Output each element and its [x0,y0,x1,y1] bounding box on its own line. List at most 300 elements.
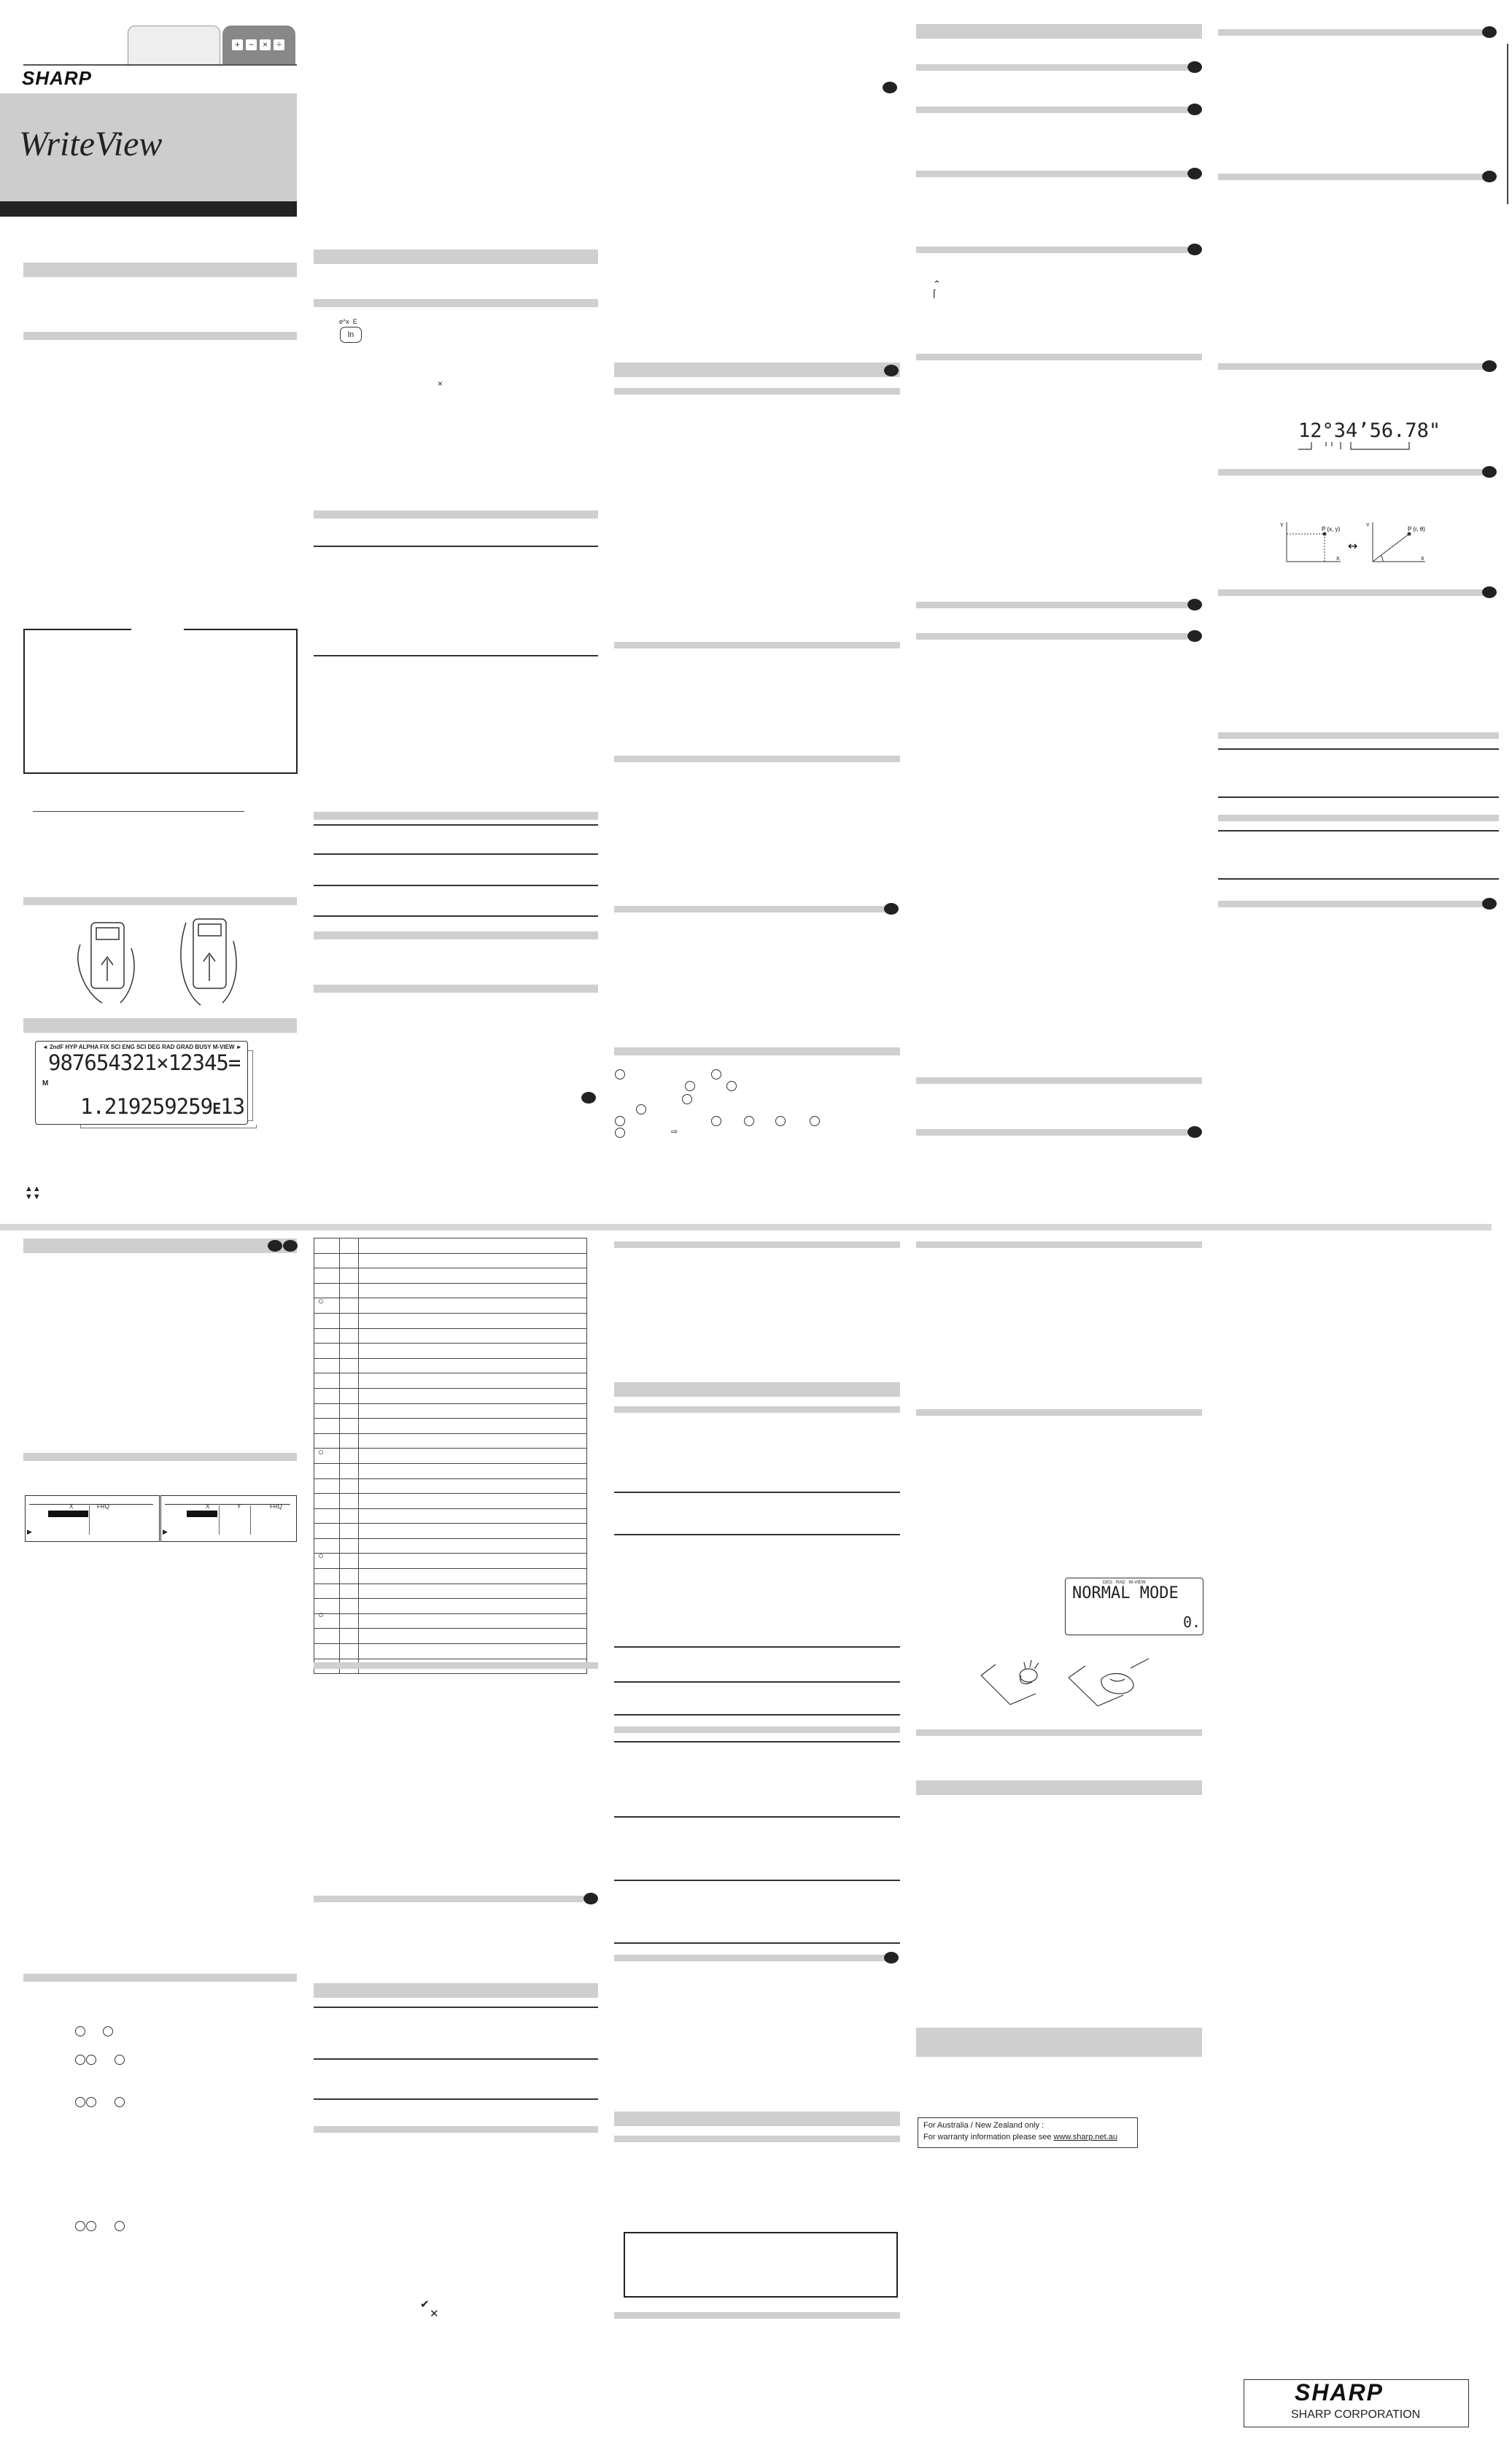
table-cell [339,1538,359,1554]
key-circle [636,1104,646,1114]
key-circle [711,1116,721,1126]
marker-dot [1482,171,1497,182]
section-header [916,1241,1202,1248]
table-cell [359,1583,587,1599]
table-cell [339,1554,359,1569]
table-cell [359,1599,587,1614]
key-circle [615,1116,625,1126]
multiply-sign: × [438,379,443,389]
table-left-divider [89,1505,90,1535]
table-group-marker-1: ○ [318,1295,324,1306]
section-header [23,1974,297,1982]
key-circle [726,1081,737,1091]
table-left-header [29,1504,153,1505]
table-row [314,1268,587,1284]
sharp-logo-bottom: SHARP [1295,2379,1384,2406]
table-left-col2: FRQ [97,1503,109,1510]
section-header [614,906,885,912]
table-row [314,1283,587,1298]
table-group-marker-2: ○ [318,1446,324,1457]
marker-dot [581,1092,596,1104]
table-cell [314,1328,340,1344]
display-result-mantissa: 1.219259259 [80,1094,213,1119]
table-cell [339,1268,359,1284]
x-axis-label-left: X [1336,557,1340,562]
key-circle [615,1128,625,1138]
table-cell [359,1419,587,1434]
marker-dot [884,1952,899,1964]
table-cell [359,1494,587,1509]
key-circle [86,2221,96,2231]
table-cell [359,1554,587,1569]
table-row [314,1344,587,1359]
corporation-name: SHARP CORPORATION [1291,2408,1421,2421]
plus-key-icon: + [232,39,243,50]
rule [614,1880,900,1881]
table-cell [314,1344,340,1359]
table-cell [339,1283,359,1298]
marker-dot [1187,61,1202,73]
section-header [614,363,900,377]
product-title: WriteView [19,125,163,163]
key-circle [86,2055,96,2065]
table-row [314,1373,587,1389]
table-cell [314,1419,340,1434]
mode-text: NORMAL MODE [1072,1584,1179,1602]
notice-box-title-gap [131,626,184,632]
table-left-col1: X [69,1503,74,1510]
marker-dot [1187,168,1202,179]
rule [614,1942,900,1944]
table-cell [339,1373,359,1389]
ln-key-icon: ln [340,327,362,343]
key-circle [685,1081,695,1091]
marker-dot [1482,26,1497,38]
table-row [314,1599,587,1614]
key-circle [75,2026,85,2036]
table-cell [314,1508,340,1524]
table-row [314,1358,587,1373]
section-header [614,2312,900,2319]
table-cell [359,1313,587,1328]
table-cell [314,1313,340,1328]
table-group-marker-4: ○ [318,1609,324,1620]
y-axis-label-right: Y [1366,523,1370,528]
table-cell [339,1419,359,1434]
rule [314,2007,598,2008]
marker-dot [1187,104,1202,115]
display-result [80,1094,244,1119]
section-header [314,1983,598,1998]
coordinate-conversion-diagram [1276,521,1430,566]
table-cell [359,1328,587,1344]
table-row [314,1524,587,1539]
table-row [314,1508,587,1524]
table-cell [339,1629,359,1644]
section-header [314,812,598,820]
table-cell [314,1524,340,1539]
key-circle [682,1094,692,1104]
table-cell [314,1494,340,1509]
table-cell [339,1433,359,1449]
notice-box-bottom [624,2232,898,2298]
section-header [916,2028,1202,2057]
table-row [314,1403,587,1419]
table-cell [339,1253,359,1268]
marker-dot [1187,630,1202,642]
section-header [916,247,1187,253]
key-circle [744,1116,754,1126]
section-header [1218,29,1484,36]
section-header [614,1382,900,1397]
table-row [314,1298,587,1314]
table-cell [339,1403,359,1419]
dms-brackets [1291,441,1415,455]
table-row [314,1449,587,1464]
table-cell [314,1358,340,1373]
x-axis-label-right: X [1421,557,1424,562]
section-header [916,1780,1202,1795]
rule [314,915,598,917]
mode-value: 0. [1183,1613,1201,1631]
rule [314,853,598,855]
marker-dot [1482,898,1497,910]
section-header [916,1729,1202,1736]
table-screen-left [25,1495,160,1542]
section-header [314,1896,584,1902]
divide-key-icon: ÷ [274,39,284,50]
marker-dot [1187,244,1202,255]
section-header [1218,815,1499,821]
section-header [614,642,900,648]
display-exponent-symbol: E [212,1100,221,1117]
table-row [314,1433,587,1449]
rule [1218,830,1499,831]
section-header [23,332,297,340]
section-header [916,354,1202,360]
key-circle [115,2097,125,2107]
hand-holding-calculator-illustration [69,912,266,1007]
key-circle [86,2097,96,2107]
table-cell [339,1599,359,1614]
section-header [614,1047,900,1055]
table-cell [359,1268,587,1284]
display-memory-indicator: M [42,1079,49,1088]
table-cell [314,1253,340,1268]
section-header [916,1129,1187,1136]
rule [1218,796,1499,798]
section-header [1218,469,1484,476]
table-cell [339,1238,359,1254]
rule [314,885,598,886]
ln-key-label-upper [339,318,357,325]
warranty-link[interactable]: www.sharp.net.au [1053,2133,1117,2141]
sharp-logo-top: SHARP [22,67,93,89]
cross-icon: ✕ [430,2308,439,2320]
table-cell [314,1629,340,1644]
key-circle [810,1116,820,1126]
section-header [1218,363,1484,370]
rule [614,1681,900,1683]
section-header [314,1662,598,1669]
table-row [314,1613,587,1629]
section-header [1218,901,1484,907]
rule [314,546,598,547]
table-cell [339,1388,359,1403]
table-cell [359,1433,587,1449]
table-screen-right [160,1495,297,1542]
table-cell [339,1613,359,1629]
key-circle [775,1116,786,1126]
table-row [314,1313,587,1328]
key-circle [115,2055,125,2065]
marker-dot [584,1893,598,1904]
function-table [314,1238,587,1674]
table-cell [339,1313,359,1328]
triangle-symbol-icon: ⌃ ⌈ [933,279,941,299]
table-cell [359,1449,587,1464]
warranty-prefix: For warranty information please see [923,2133,1054,2141]
dms-seconds: 56.78" [1369,419,1441,442]
reset-illustration [977,1650,1156,1707]
table-right-col1: X [206,1503,210,1510]
section-header [23,897,297,905]
marker-dot [884,365,899,376]
dms-degrees: 12° [1298,419,1334,442]
section-header [614,1955,885,1961]
section-header [23,1238,297,1253]
table-cell [314,1463,340,1478]
marker-dot [1482,360,1497,372]
table-row [314,1328,587,1344]
cover-rule [23,64,297,66]
cover-top-tab [128,26,220,66]
rule [314,2098,598,2100]
table-row [314,1629,587,1644]
table-cell [339,1478,359,1494]
section-header [614,2112,900,2126]
section-header [1218,174,1484,180]
table-cell [339,1508,359,1524]
table-cell [314,1644,340,1659]
section-header [314,2126,598,2133]
section-header [614,388,900,395]
table-row [314,1463,587,1478]
section-header [614,756,900,762]
marker-dot [1482,466,1497,478]
play-icon: ▶ [27,1528,32,1535]
section-header [916,602,1187,608]
table-cell [359,1463,587,1478]
table-row [314,1253,587,1268]
polar-point-label: P (r, θ) [1408,526,1425,532]
table-cell [359,1538,587,1554]
table-cell [314,1569,340,1584]
check-icon: ✔ [420,2298,430,2311]
table-cell [314,1238,340,1254]
table-cell [359,1644,587,1659]
page-edge-line [1507,44,1508,204]
rule [314,655,598,656]
section-header [916,633,1187,640]
table-cell [339,1569,359,1584]
table-cell [359,1613,587,1629]
table-cell [359,1388,587,1403]
table-cell [314,1388,340,1403]
marker-dot [268,1240,282,1252]
marker-dot [1187,599,1202,610]
table-cell [339,1644,359,1659]
key-circle [75,2055,85,2065]
table-cell [339,1344,359,1359]
table-row [314,1569,587,1584]
section-header [314,985,598,993]
display-bracket [248,1050,253,1121]
section-header [314,249,598,264]
table-row [314,1419,587,1434]
table-cell [359,1344,587,1359]
table-cell [359,1629,587,1644]
rule [614,1534,900,1535]
marker-dot [883,82,897,93]
multiply-key-icon: × [260,39,271,50]
section-header [23,1453,297,1461]
key-circle [75,2097,85,2107]
display-bottom-bracket [80,1125,257,1128]
rule [614,1714,900,1716]
section-header [23,263,297,277]
table-right-col2: Y [237,1503,241,1510]
section-header [614,1406,900,1413]
arrow-icon: ⇨ [671,1128,678,1136]
rule [614,1492,900,1493]
table-cell [359,1508,587,1524]
section-header [916,1077,1202,1084]
dms-example [1298,419,1441,442]
marker-dot [283,1240,298,1252]
table-row [314,1494,587,1509]
table-cell [359,1253,587,1268]
table-left-cursor [48,1511,88,1517]
key-circle [711,1069,721,1079]
e-label: E [352,318,357,325]
marker-dot [1482,586,1497,598]
table-cell [314,1478,340,1494]
rule [314,824,598,826]
rule [1218,748,1499,750]
minus-key-icon: − [246,39,257,50]
rule [1218,878,1499,880]
table-row [314,1478,587,1494]
section-header [314,299,598,307]
notice-box [23,629,298,774]
rule [614,1741,900,1742]
table-row [314,1238,587,1254]
warranty-line-1: For Australia / New Zealand only : [923,2121,1044,2130]
table-right-divider [250,1505,251,1535]
display-exponent-value: 13 [220,1094,245,1119]
table-right-col3: FRQ [270,1503,282,1510]
table-cell [339,1463,359,1478]
table-cell [359,1298,587,1314]
cover-keys [232,39,284,50]
section-header [614,2136,900,2142]
key-circle [103,2026,113,2036]
table-cell [359,1569,587,1584]
section-header [314,511,598,519]
key-circle [615,1069,625,1079]
cover-dark-band [0,201,297,217]
section-header [614,1726,900,1733]
footnote-rule [33,811,244,812]
table-cell [359,1524,587,1539]
table-cell [314,1583,340,1599]
table-cell [314,1373,340,1389]
table-cell [314,1403,340,1419]
rect-point-label: P (x, y) [1322,526,1341,532]
play-icon: ▶ [163,1528,168,1535]
table-right-divider [219,1505,220,1535]
section-header [916,171,1187,177]
warranty-line-2 [923,2133,1117,2141]
table-group-marker-3: ○ [318,1550,324,1561]
table-cell [339,1328,359,1344]
table-cell [359,1373,587,1389]
table-cell [314,1268,340,1284]
section-header [916,64,1187,71]
table-row [314,1583,587,1599]
table-cell [339,1583,359,1599]
marker-dot [884,903,899,915]
marker-dot [1187,1126,1202,1138]
table-cell [359,1283,587,1298]
table-cell [339,1524,359,1539]
y-axis-label-left: Y [1280,523,1284,528]
table-cell [359,1238,587,1254]
table-cell [339,1298,359,1314]
table-cell [339,1494,359,1509]
ex-label: e^x [339,318,349,325]
section-header [1218,732,1499,739]
table-cell [359,1358,587,1373]
table-cell [339,1358,359,1373]
table-row [314,1644,587,1659]
key-circle [115,2221,125,2231]
table-right-cursor [187,1511,217,1517]
key-circle [75,2221,85,2231]
rule [614,1816,900,1818]
table-row [314,1538,587,1554]
section-header [23,1018,297,1033]
section-header [916,106,1187,113]
section-header [314,931,598,939]
rule [614,1646,900,1648]
display-expression: 987654321×12345= [48,1050,241,1075]
section-header [614,1241,900,1248]
table-cell [359,1403,587,1419]
display-indicators: ◄ 2ndF HYP ALPHA FIX SCI ENG SCI DEG RAD GRAD BUSY M-VIEW ► [42,1044,242,1050]
rule [314,2058,598,2060]
scroll-arrows-icon: ▲▲ ▼▼ [25,1185,41,1201]
dms-minutes: 34’ [1333,419,1370,442]
table-row [314,1388,587,1403]
fold-line [0,1224,1492,1230]
conversion-arrow-icon: ↔ [1348,539,1358,553]
section-header [1218,589,1484,596]
table-row [314,1554,587,1569]
section-header [916,24,1202,39]
table-cell [359,1478,587,1494]
